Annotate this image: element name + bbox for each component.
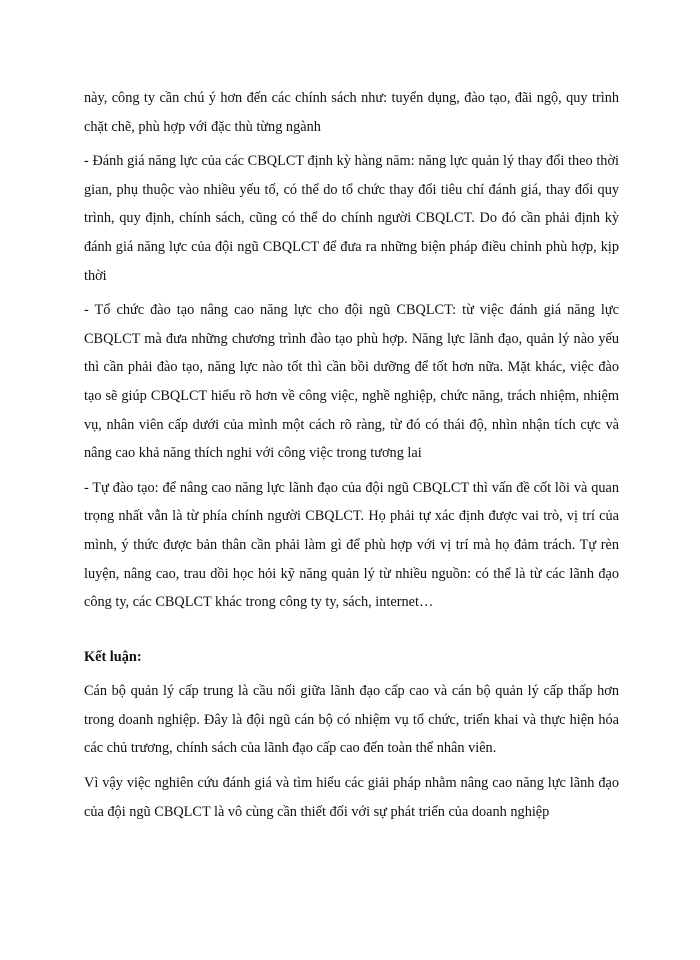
conclusion-heading: Kết luận: xyxy=(84,648,142,665)
paragraph-training: - Tổ chức đào tạo nâng cao năng lực cho đội ngũ CBQLCT: từ việc đánh giá năng lực CBQLCT mà đưa những chương trình đào tạo phù hợp. Năng lực lãnh đạo, quản lý nào yếu thì cần phải đào tạo, năng lực nào tốt thì cần bồi dưỡng để tốt hơn nữa. Mặt khác, việc đào tạo sẽ giúp CBQLCT hiểu rõ hơn về công việc, nghề nghiệp, chức năng, trách nhiệm, nhiệm vụ, nhân viên cấp dưới của mình một cách rõ ràng, từ đó có thái độ, nhìn nhận tích cực và nâng cao khả năng thích nghi với công việc trong tương lai xyxy=(84,302,619,462)
paragraph-conclusion-2: Vì vậy việc nghiên cứu đánh giá và tìm hiểu các giải pháp nhằm nâng cao năng lực lãnh đạo của đội ngũ CBQLCT là vô cùng cần thiết đối với sự phát triển của doanh nghiệp xyxy=(84,775,619,820)
document-body xyxy=(84,84,619,832)
paragraph-policy-continuation: này, công ty cần chú ý hơn đến các chính sách như: tuyển dụng, đào tạo, đãi ngộ, quy trình chặt chẽ, phù hợp với đặc thù từng ngành xyxy=(84,90,619,135)
paragraph-self-training: - Tự đào tạo: để nâng cao năng lực lãnh đạo của đội ngũ CBQLCT thì vấn đề cốt lõi và quan trọng nhất vẫn là từ phía chính người CBQLCT. Họ phải tự xác định được vai trò, vị trí của mình, ý thức được bản thân cần phải làm gì để phù hợp với vị trí mà họ đảm trách. Tự rèn luyện, nâng cao, trau dồi học hỏi kỹ năng quản lý từ nhiều nguồn: có thể là từ các lãnh đạo công ty, các CBQLCT khác trong công ty ty, sách, internet… xyxy=(84,479,619,611)
paragraph-conclusion-1: Cán bộ quản lý cấp trung là cầu nối giữa lãnh đạo cấp cao và cán bộ quản lý cấp thấp hơn trong doanh nghiệp. Đây là đội ngũ cán bộ có nhiệm vụ tổ chức, triển khai và thực hiện hóa các chủ trương, chính sách của lãnh đạo cấp cao đến toàn thể nhân viên. xyxy=(84,683,619,757)
paragraph-annual-assessment: - Đánh giá năng lực của các CBQLCT định kỳ hàng năm: năng lực quản lý thay đổi theo thời gian, phụ thuộc vào nhiều yếu tố, có thể do tổ chức thay đổi tiêu chí đánh giá, thay đổi quy trình, quy định, chính sách, cũng có thể do chính người CBQLCT. Do đó cần phải định kỳ đánh giá năng lực của đội ngũ CBQLCT để đưa ra những biện pháp điều chỉnh phù hợp, kịp thời xyxy=(84,153,619,284)
